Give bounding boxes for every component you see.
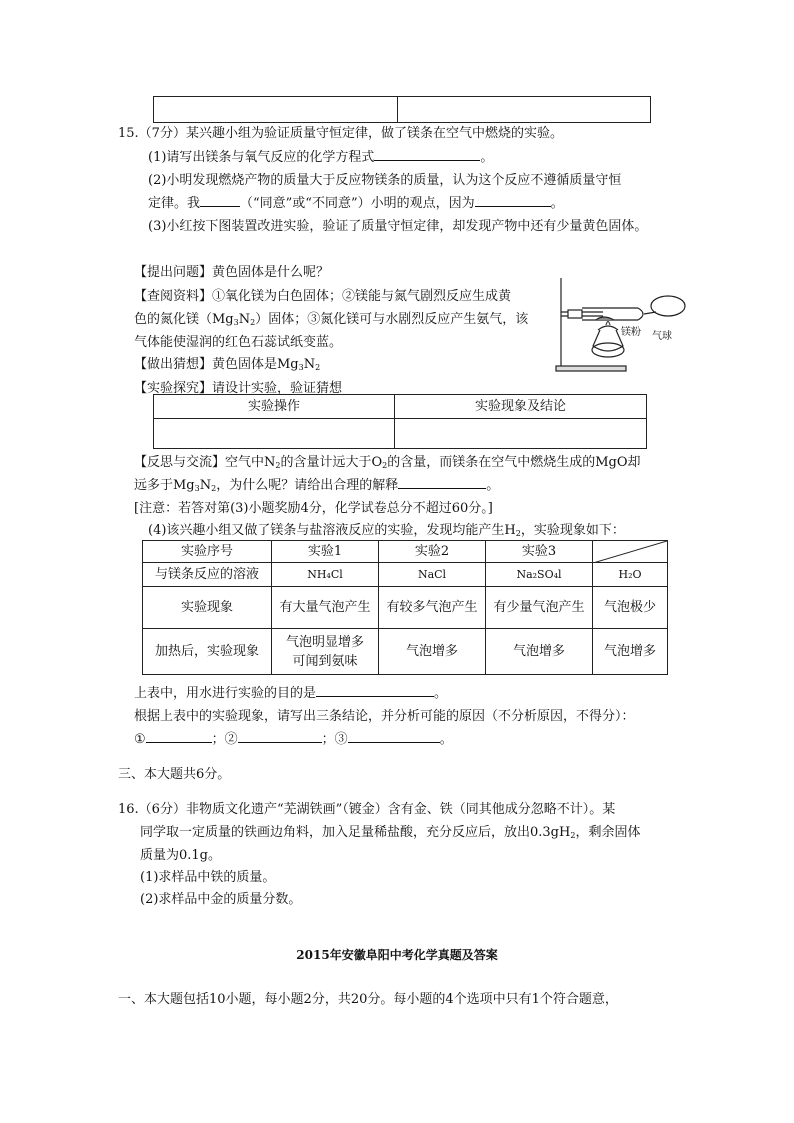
experiment-table [142, 540, 668, 675]
exp-header: 实验3 [486, 541, 593, 563]
exp-heated: 气泡增多 [379, 629, 486, 675]
q16-line3: 质量为0.1g。 [140, 848, 221, 863]
answer-title: 2015年安徽阜阳中考化学真题及答案 [296, 948, 498, 962]
apparatus-diagram [548, 270, 688, 382]
exp-phenomenon: 有较多气泡产生 [379, 587, 486, 629]
exp-header-diagonal [593, 541, 668, 563]
q15-part3: (3)小红按下图装置改进实验，验证了质量守恒定律，却发现产物中还有少量黄色固体。 [148, 219, 648, 234]
exp-row-label: 加热后，实验现象 [143, 629, 272, 675]
top-table-cell [398, 97, 651, 123]
q15-part1: (1)请写出镁条与氧气反应的化学方程式 。 [148, 150, 494, 165]
conclusion-blanks: ① ；② ；③ 。 [134, 732, 453, 747]
bonus-note: [注意：若答对第(3)小题奖励4分，化学试卷总分不超过60分。] [134, 501, 493, 516]
apparatus-label-balloon: 气球 [652, 331, 672, 342]
exp-row-label: 与镁条反应的溶液 [143, 563, 272, 587]
question-prompt: 【提出问题】黄色固体是什么呢？ [134, 265, 330, 280]
q16-sub2: (2)求样品中金的质量分数。 [140, 892, 302, 907]
reflection-line1: 【反思与交流】空气中$N_2$的含量计远大于$O_2$的含量，而镁条在空气中燃烧生成的MgO却 [134, 455, 641, 470]
section-1-heading: 一、本大题包括10小题，每小题2分，共20分。每小题的4个选项中只有1个符合题意， [118, 992, 618, 1007]
top-table-cell [154, 97, 398, 123]
explore-table-cell [395, 419, 647, 449]
exp-heated: 气泡明显增多可闻到氨味 [272, 629, 379, 675]
q16-line2: 同学取一定质量的铁画边角料，加入足量稀盐酸，充分反应后，放出$0.3gH_2$，剩余固体 [140, 825, 641, 840]
exp-heated: 气泡增多 [593, 629, 668, 675]
q15-part2-line1: (2)小明发现燃烧产物的质量大于反应物镁条的质量，认为这个反应不遵循质量守恒 [148, 173, 622, 188]
hypothesis: 【做出猜想】黄色固体是$Mg_3N_2$ [134, 357, 321, 372]
explore-prompt: 【实验探究】请设计实验，验证猜想 [134, 381, 343, 396]
reference-line3: 气体能使湿润的红色石蕊试纸变蓝。 [134, 335, 343, 350]
exp-solution: NH₄Cl [272, 563, 379, 587]
exp-solution: Na₂SO₄l [486, 563, 593, 587]
q15-part4: (4)该兴趣小组又做了镁条与盐溶液反应的实验，发现均能产生$H_2$，实验现象如下： [148, 523, 625, 538]
exp-phenomenon: 气泡极少 [593, 587, 668, 629]
apparatus-label-powder: 镁粉 [621, 327, 641, 338]
explore-table-cell [154, 419, 395, 449]
reference-line1: 【查阅资料】①氧化镁为白色固体；②镁能与氮气剧烈反应生成黄 [134, 289, 512, 304]
exp-row-label: 实验现象 [143, 587, 272, 629]
exp-solution: H₂O [593, 563, 668, 587]
conclusion-prompt: 根据上表中的实验现象，请写出三条结论，并分析可能的原因（不分析原因，不得分）： [134, 709, 635, 724]
explore-table-header: 实验操作 [154, 395, 395, 419]
explore-table [153, 394, 647, 449]
exp-solution: NaCl [379, 563, 486, 587]
q16-line1: 16.（6分）非物质文化遗产“芜湖铁画”（镀金）含有金、铁（同其他成分忽略不计）。某 [118, 802, 616, 817]
exp-heated: 气泡增多 [486, 629, 593, 675]
exp-phenomenon: 有大量气泡产生 [272, 587, 379, 629]
exp-header: 实验序号 [143, 541, 272, 563]
q15-part2-line2: 定律。我 （“同意”或“不同意”）小明的观点，因为 。 [148, 196, 564, 211]
exp-header: 实验2 [379, 541, 486, 563]
section-3-heading: 三、本大题共6分。 [118, 767, 231, 782]
exp-header: 实验1 [272, 541, 379, 563]
water-purpose: 上表中，用水进行实验的目的是 。 [134, 686, 448, 701]
explore-table-header: 实验现象及结论 [395, 395, 647, 419]
exp-phenomenon: 有少量气泡产生 [486, 587, 593, 629]
reflection-line2: 远多于$Mg_3N_2$，为什么呢？请给出合理的解释 。 [134, 478, 500, 493]
reference-line2: 色的氮化镁$(Mg_3N_2)$固体；③氮化镁可与水剧烈反应产生氨气，该 [134, 312, 529, 327]
q15-title: 15.（7分）某兴趣小组为验证质量守恒定律，做了镁条在空气中燃烧的实验。 [118, 126, 563, 141]
top-table [153, 96, 651, 123]
q16-sub1: (1)求样品中铁的质量。 [140, 870, 276, 885]
